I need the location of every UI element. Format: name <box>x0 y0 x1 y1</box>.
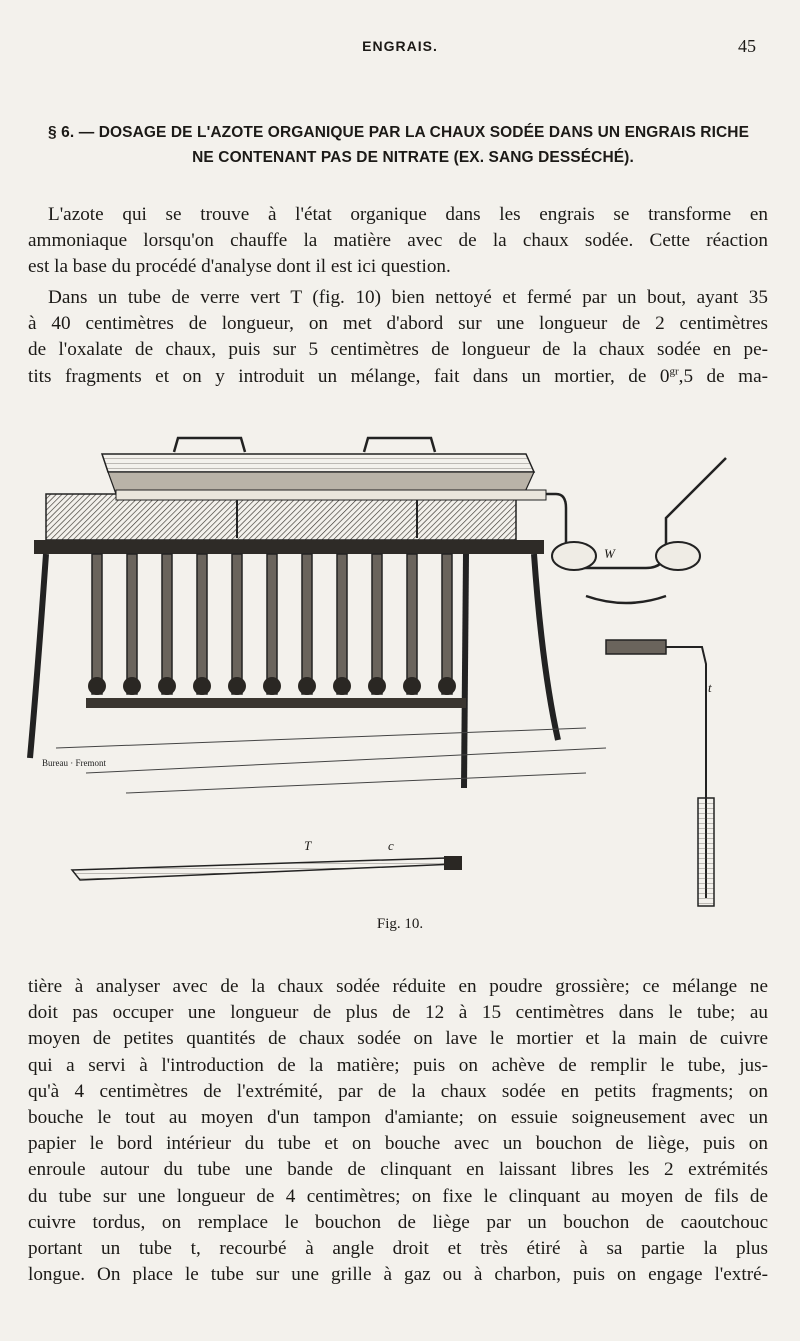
text-line <box>28 364 768 390</box>
text-line: enroule autour du tube une bande de clinquant en laissant libres les 2 extrémités <box>28 1159 768 1181</box>
text-line: Dans un tube de verre vert T (fig. 10) bien nettoyé et fermé par un bout, ayant 35 <box>48 287 768 308</box>
text-segment: tits fragments et on y introduit un mélange, fait dans un mortier, de 0 <box>28 365 670 387</box>
text-line: papier le bord intérieur du tube et on bouche avec un bouchon de liège, puis on <box>28 1133 768 1155</box>
section-title-line-1: — DOSAGE DE L'AZOTE ORGANIQUE PAR LA CHAUX SODÉE DANS UN ENGRAIS RICHE <box>78 124 750 141</box>
text-line: bouche le tout au moyen d'un tampon d'amiante; on essuie soigneusement avec un <box>28 1107 768 1129</box>
unit-superscript: gr <box>669 365 679 378</box>
text-line: est la base du procédé d'analyse dont il est ici question. <box>28 256 451 278</box>
text-line: portant un tube t, recourbé à angle droit et très étiré à sa partie la plus <box>28 1238 768 1260</box>
section-heading <box>48 120 768 170</box>
text-segment: ,5 de ma- <box>678 365 768 387</box>
paragraph-3 <box>28 974 768 1288</box>
text-line: cuivre tordus, on remplace le bouchon de liège par un bouchon de caoutchouc <box>28 1211 768 1233</box>
figure-label-t: t <box>708 680 712 695</box>
figure-label-T: T <box>304 838 312 853</box>
text-line: doit pas occuper une longueur de plus de 12 à 15 centimètres dans le tube; au <box>28 1002 768 1024</box>
figure-caption: Fig. 10. <box>376 916 424 932</box>
text-line: qui a servi à l'introduction de la matière; puis on achève de remplir le tube, jus- <box>28 1054 768 1076</box>
running-head <box>0 38 800 56</box>
running-title: ENGRAIS. <box>362 38 438 54</box>
text-line: qu'à 4 centimètres de l'extrémité, par de la chaux sodée en petits fragments; on <box>28 1080 768 1102</box>
figure-label-c: c <box>388 838 394 853</box>
figure-combustion-furnace <box>26 428 776 918</box>
section-number: § 6. <box>48 124 75 141</box>
text-line: à 40 centimètres de longueur, on met d'abord sur une longueur de 2 centimètres <box>28 313 768 335</box>
paragraph-2 <box>28 285 768 390</box>
page-number: 45 <box>738 36 756 56</box>
figure-label-W: W <box>604 546 615 561</box>
section-heading-line-1 <box>48 120 768 145</box>
text-line: de l'oxalate de chaux, puis sur 5 centimètres de longueur de la chaux sodée en pe- <box>28 339 768 361</box>
text-line: longue. On place le tube sur une grille à gaz ou à charbon, puis on engage l'extré- <box>28 1264 768 1286</box>
text-line: L'azote qui se trouve à l'état organique dans les engrais se transforme en <box>48 204 768 225</box>
text-line: tière à analyser avec de la chaux sodée réduite en poudre grossière; ce mélange ne <box>28 976 768 997</box>
engraver-signature: Bureau · Fremont <box>42 758 106 768</box>
paragraph-1 <box>28 202 768 281</box>
text-line: du tube sur une longueur de 4 centimètres; on fixe le clinquant au moyen de fils de <box>28 1185 768 1207</box>
furnace-engraving <box>26 428 776 918</box>
section-title-line-2: NE CONTENANT PAS DE NITRATE (EX. SANG DESSÉCHÉ). <box>192 149 634 166</box>
text-line: moyen de petites quantités de chaux sodée on lave le mortier et la main de cuivre <box>28 1028 768 1050</box>
text-line: ammoniaque lorsqu'on chauffe la matière avec de la chaux sodée. Cette réaction <box>28 230 768 252</box>
